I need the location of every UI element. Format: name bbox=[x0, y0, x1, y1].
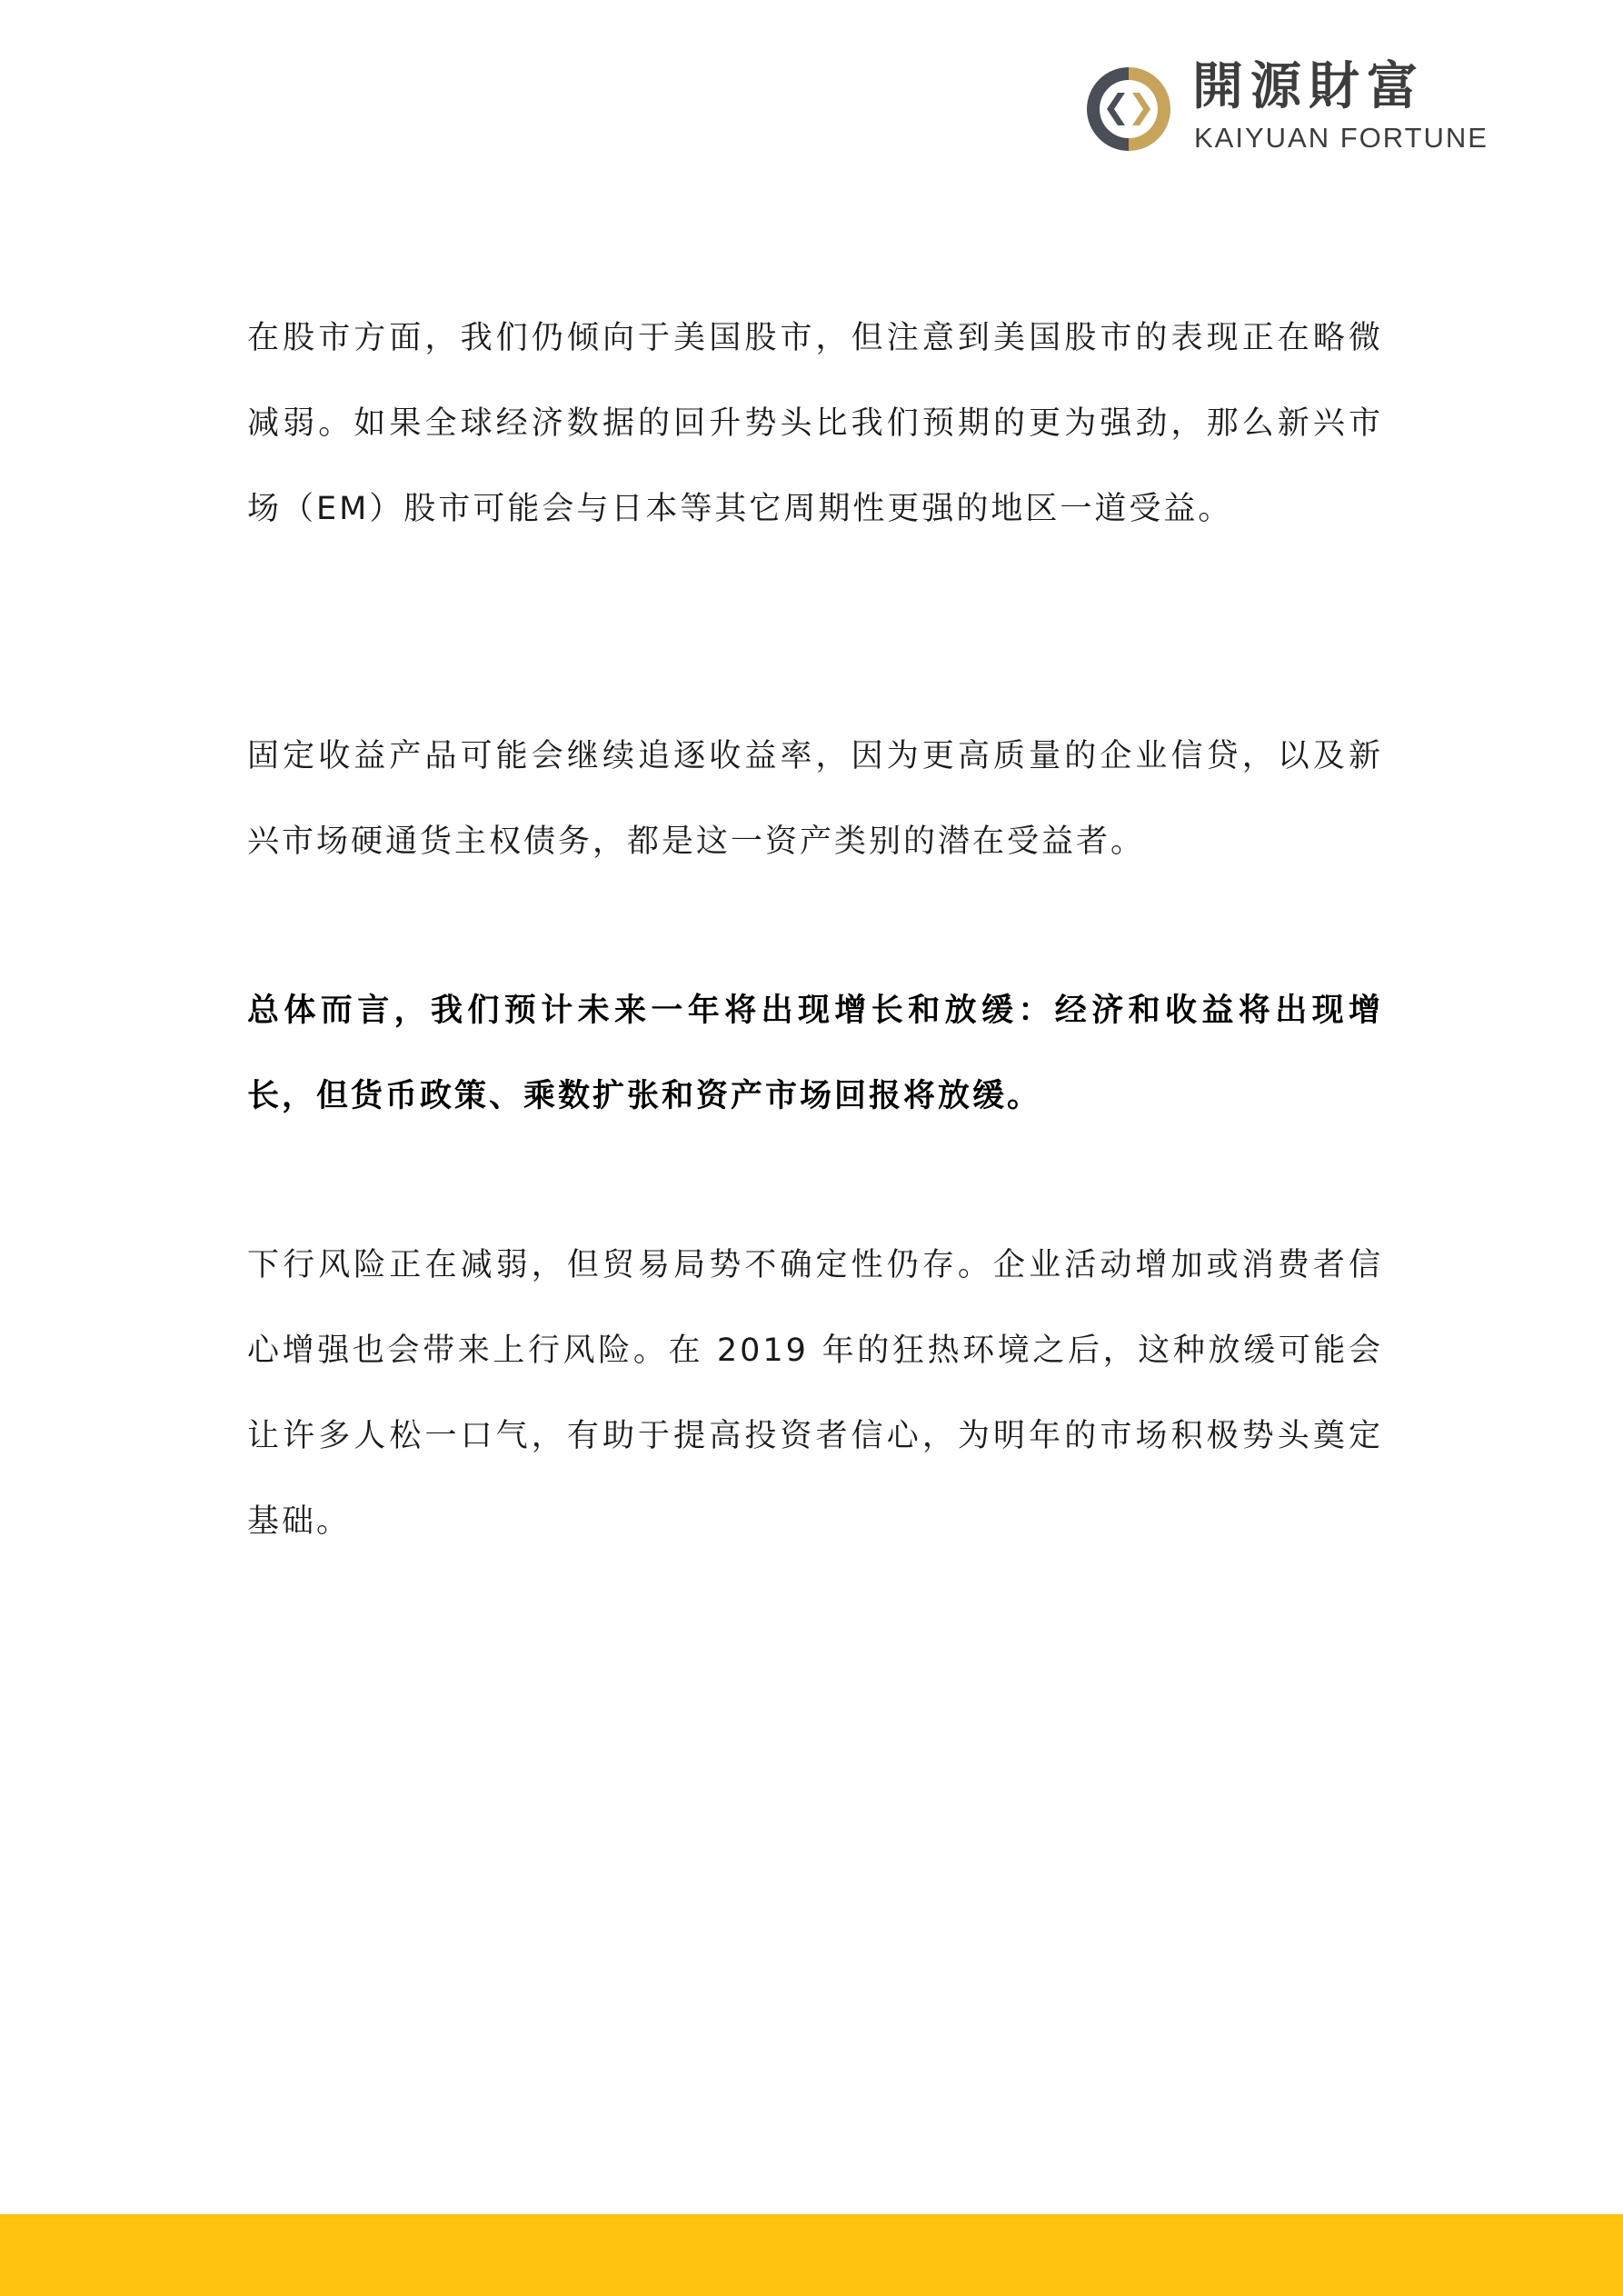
company-logo bbox=[1081, 58, 1499, 158]
footer-bar bbox=[0, 2214, 1623, 2296]
logo-english-name: KAIYUAN FORTUNE bbox=[1194, 122, 1489, 154]
paragraph-equities: 在股市方面，我们仍倾向于美国股市，但注意到美国股市的表现正在略微减弱。如果全球经济数据的回升势头比我们预期的更为强劲，那么新兴市场（EM）股市可能会与日本等其它周期性更强的地区一道受益。 bbox=[247, 320, 1383, 527]
logo-chinese-name: 開源財富 bbox=[1192, 57, 1425, 116]
kaiyuan-logo-icon bbox=[1081, 62, 1176, 156]
paragraph-summary: 总体而言，我们预计未来一年将出现增长和放缓：经济和收益将出现增长，但货币政策、乘数扩张和资产市场回报将放缓。 bbox=[247, 993, 1383, 1114]
paragraph-risks: 下行风险正在减弱，但贸易局势不确定性仍存。企业活动增加或消费者信心增强也会带来上行风险。在 2019 年的狂热环境之后，这种放缓可能会让许多人松一口气，有助于提高投资者信心，为明年的市场积极势头奠定基础。 bbox=[247, 1247, 1383, 1540]
paragraph-fixed-income: 固定收益产品可能会继续追逐收益率，因为更高质量的企业信贷，以及新兴市场硬通货主权债务，都是这一资产类别的潜在受益者。 bbox=[247, 738, 1383, 860]
